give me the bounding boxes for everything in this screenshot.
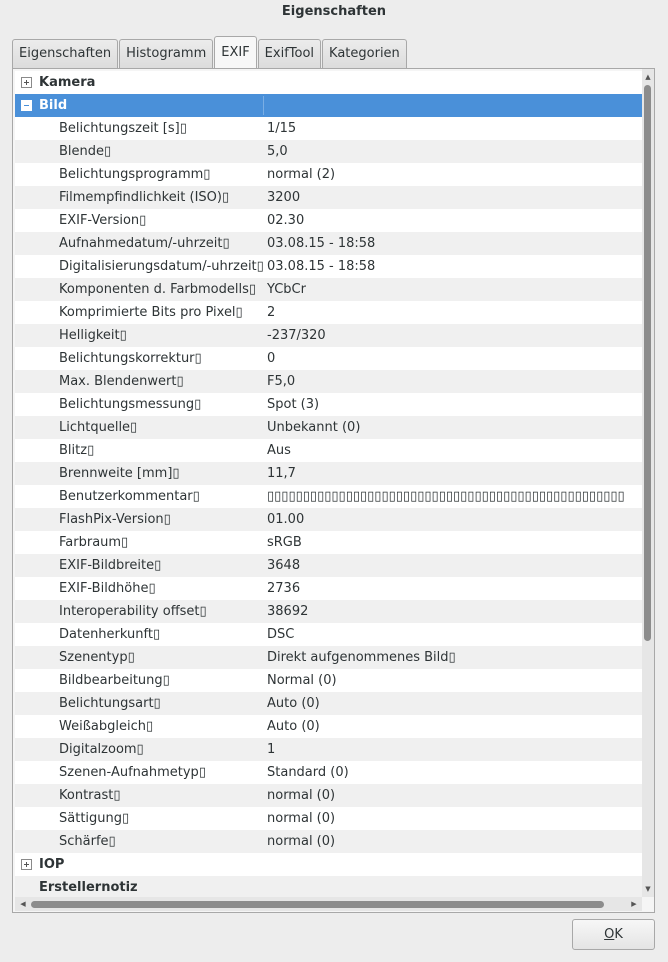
exif-row[interactable] — [15, 531, 642, 554]
tab-kategorien[interactable]: Kategorien — [322, 39, 407, 68]
exif-key: Interoperability offset▯ — [59, 604, 207, 619]
exif-key: Belichtungsmessung▯ — [59, 397, 202, 412]
exif-key: Bildbearbeitung▯ — [59, 673, 170, 688]
exif-row[interactable] — [15, 370, 642, 393]
exif-key: Blende▯ — [59, 144, 112, 159]
exif-key: Sättigung▯ — [59, 811, 130, 826]
horizontal-scrollbar[interactable] — [15, 897, 642, 911]
dialog-title: Eigenschaften — [281, 4, 387, 19]
group-label-kamera: Kamera — [39, 75, 96, 90]
exif-value: 38692 — [267, 604, 309, 619]
exif-value: 3648 — [267, 558, 301, 573]
exif-value: 1 — [267, 742, 276, 757]
exif-row[interactable] — [15, 117, 642, 140]
exif-row[interactable] — [15, 784, 642, 807]
scroll-up-arrow-icon[interactable]: ▲ — [645, 73, 651, 81]
group-row-bild[interactable] — [15, 94, 642, 117]
exif-key: Filmempfindlichkeit (ISO)▯ — [59, 190, 230, 205]
exif-key: FlashPix-Version▯ — [59, 512, 171, 527]
group-row-iop[interactable] — [15, 853, 642, 876]
group-label-iop: IOP — [39, 857, 65, 872]
exif-row[interactable] — [15, 416, 642, 439]
group-row-erstellernotiz[interactable] — [15, 876, 642, 897]
exif-row[interactable] — [15, 278, 642, 301]
exif-value: Normal (0) — [267, 673, 337, 688]
exif-key: Helligkeit▯ — [59, 328, 127, 343]
exif-row[interactable] — [15, 669, 642, 692]
exif-row[interactable] — [15, 761, 642, 784]
exif-row[interactable] — [15, 577, 642, 600]
exif-key: Szenen-Aufnahmetyp▯ — [59, 765, 206, 780]
exif-row[interactable] — [15, 485, 642, 508]
group-label-bild: Bild — [39, 98, 68, 113]
exif-value: Spot (3) — [267, 397, 320, 412]
exif-value: F5,0 — [267, 374, 296, 389]
exif-value: Direkt aufgenommenes Bild▯ — [267, 650, 456, 665]
exif-key: Lichtquelle▯ — [59, 420, 138, 435]
exif-row[interactable] — [15, 508, 642, 531]
exif-row[interactable] — [15, 232, 642, 255]
exif-key: Brennweite [mm]▯ — [59, 466, 180, 481]
exif-panel — [12, 68, 655, 913]
exif-value: 1/15 — [267, 121, 297, 136]
ok-button[interactable] — [572, 919, 655, 950]
exif-value: Unbekannt (0) — [267, 420, 361, 435]
exif-value: Auto (0) — [267, 719, 320, 734]
exif-key: Benutzerkommentar▯ — [59, 489, 200, 504]
tab-exif[interactable]: EXIF — [214, 36, 256, 69]
exif-row[interactable] — [15, 646, 642, 669]
collapse-minus-icon[interactable] — [21, 100, 32, 111]
exif-value: sRGB — [267, 535, 302, 550]
exif-row[interactable] — [15, 715, 642, 738]
tab-eigenschaften[interactable]: Eigenschaften — [12, 39, 118, 68]
exif-row[interactable] — [15, 393, 642, 416]
expand-plus-icon[interactable] — [21, 859, 32, 870]
exif-value: Standard (0) — [267, 765, 349, 780]
exif-key: Max. Blendenwert▯ — [59, 374, 184, 389]
ok-accelerator: O — [604, 927, 615, 942]
exif-row[interactable] — [15, 140, 642, 163]
scroll-down-arrow-icon[interactable]: ▼ — [645, 885, 651, 893]
exif-row[interactable] — [15, 186, 642, 209]
exif-key: Schärfe▯ — [59, 834, 116, 849]
scroll-right-arrow-icon[interactable]: ▶ — [631, 900, 637, 908]
exif-row[interactable] — [15, 807, 642, 830]
exif-value: DSC — [267, 627, 295, 642]
exif-tree[interactable] — [15, 71, 642, 897]
exif-value: normal (2) — [267, 167, 336, 182]
exif-key: Belichtungsprogramm▯ — [59, 167, 211, 182]
exif-key: Digitalzoom▯ — [59, 742, 144, 757]
exif-value: 03.08.15 - 18:58 — [267, 236, 376, 251]
expand-plus-icon[interactable] — [21, 77, 32, 88]
exif-key: Szenentyp▯ — [59, 650, 135, 665]
exif-key: Aufnahmedatum/-uhrzeit▯ — [59, 236, 230, 251]
exif-value: 3200 — [267, 190, 301, 205]
exif-value: 03.08.15 - 18:58 — [267, 259, 376, 274]
bild-rows — [15, 117, 642, 853]
tab-bar — [12, 35, 408, 68]
exif-key: Kontrast▯ — [59, 788, 121, 803]
exif-row[interactable] — [15, 347, 642, 370]
exif-value: 11,7 — [267, 466, 296, 481]
exif-value: 2736 — [267, 581, 301, 596]
exif-row[interactable] — [15, 255, 642, 278]
exif-key: Komprimierte Bits pro Pixel▯ — [59, 305, 243, 320]
exif-key: Komponenten d. Farbmodells▯ — [59, 282, 257, 297]
exif-key: Weißabgleich▯ — [59, 719, 154, 734]
ok-label-rest: K — [614, 927, 623, 942]
exif-row[interactable] — [15, 301, 642, 324]
horizontal-scroll-thumb[interactable] — [31, 901, 604, 908]
exif-key: Belichtungskorrektur▯ — [59, 351, 202, 366]
exif-row[interactable] — [15, 324, 642, 347]
exif-value: ▯▯▯▯▯▯▯▯▯▯▯▯▯▯▯▯▯▯▯▯▯▯▯▯▯▯▯▯▯▯▯▯▯▯▯▯▯▯▯▯▯▯▯▯▯▯▯▯▯▯ — [267, 489, 625, 504]
exif-row[interactable] — [15, 209, 642, 232]
exif-value: normal (0) — [267, 788, 336, 803]
exif-value: 02.30 — [267, 213, 305, 228]
exif-value: normal (0) — [267, 811, 336, 826]
exif-row[interactable] — [15, 163, 642, 186]
exif-key: Farbraum▯ — [59, 535, 129, 550]
exif-key: Belichtungsart▯ — [59, 696, 161, 711]
exif-key: Datenherkunft▯ — [59, 627, 161, 642]
exif-value: YCbCr — [267, 282, 306, 297]
exif-row[interactable] — [15, 623, 642, 646]
column-separator — [263, 96, 264, 115]
exif-row[interactable] — [15, 600, 642, 623]
exif-key: EXIF-Version▯ — [59, 213, 147, 228]
exif-row[interactable] — [15, 554, 642, 577]
exif-value: 5,0 — [267, 144, 288, 159]
exif-value: 2 — [267, 305, 276, 320]
scroll-left-arrow-icon[interactable]: ◀ — [20, 900, 26, 908]
exif-row[interactable] — [15, 738, 642, 761]
group-label-erstellernotiz: Erstellernotiz — [39, 880, 138, 895]
group-row-kamera[interactable] — [15, 71, 642, 94]
exif-key: Digitalisierungsdatum/-uhrzeit▯ — [59, 259, 264, 274]
exif-value: Auto (0) — [267, 696, 320, 711]
exif-value: -237/320 — [267, 328, 326, 343]
tab-histogramm[interactable]: Histogramm — [119, 39, 213, 68]
exif-row[interactable] — [15, 830, 642, 853]
tab-exiftool[interactable]: ExifTool — [258, 39, 321, 68]
exif-key: Blitz▯ — [59, 443, 95, 458]
exif-row[interactable] — [15, 462, 642, 485]
exif-value: normal (0) — [267, 834, 336, 849]
exif-row[interactable] — [15, 692, 642, 715]
exif-value: 0 — [267, 351, 276, 366]
exif-key: Belichtungszeit [s]▯ — [59, 121, 187, 136]
exif-value: Aus — [267, 443, 291, 458]
vertical-scrollbar[interactable] — [642, 69, 654, 897]
exif-row[interactable] — [15, 439, 642, 462]
exif-key: EXIF-Bildbreite▯ — [59, 558, 162, 573]
exif-key: EXIF-Bildhöhe▯ — [59, 581, 156, 596]
exif-value: 01.00 — [267, 512, 305, 527]
vertical-scroll-thumb[interactable] — [644, 85, 651, 641]
